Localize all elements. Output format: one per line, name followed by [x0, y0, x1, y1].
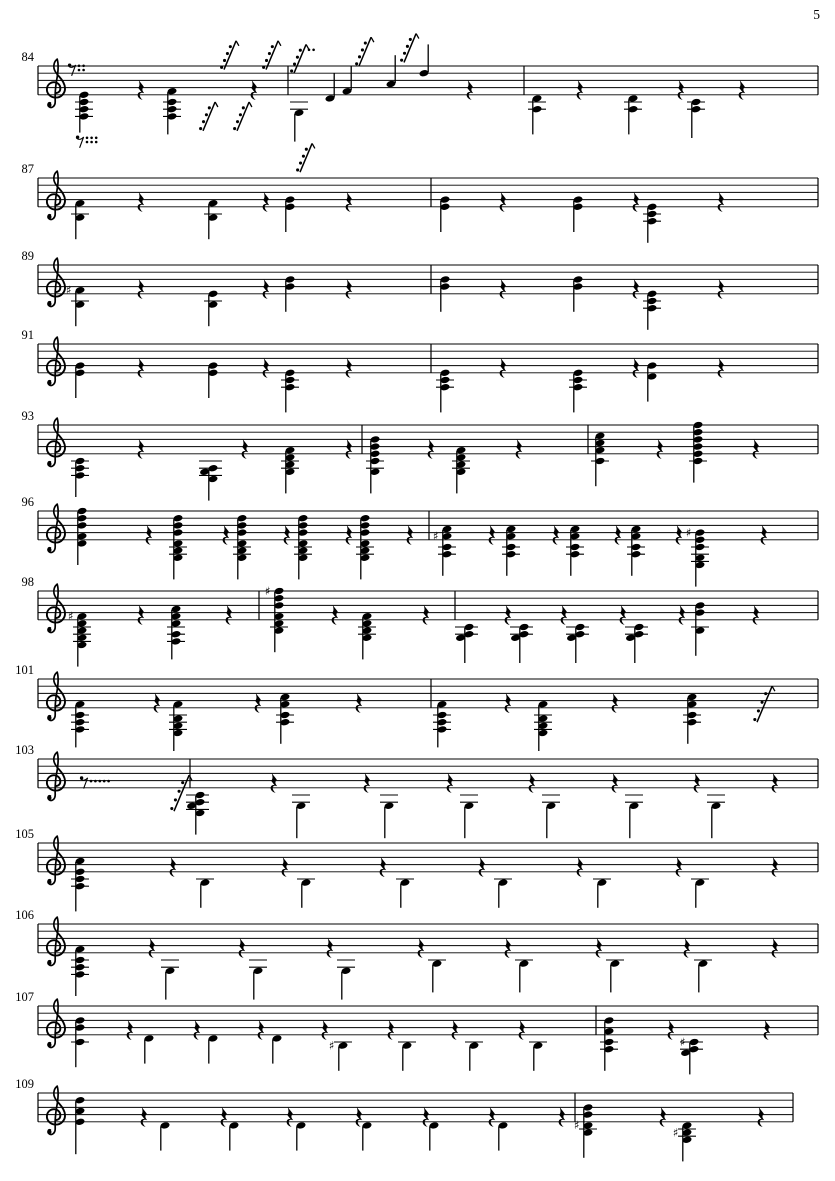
- quarter-rest: [753, 439, 760, 459]
- chord: [75, 1096, 85, 1154]
- sharp-accidental: ♯: [328, 1038, 335, 1053]
- quarter-rest: [255, 693, 262, 713]
- chord: [510, 623, 533, 663]
- quarter-rest: [223, 525, 230, 545]
- chord: [625, 623, 648, 663]
- grace-flourish: [355, 37, 374, 66]
- note: [593, 879, 611, 908]
- chord: [600, 1016, 618, 1070]
- quarter-rest: [364, 773, 371, 793]
- measure-number: 93: [21, 409, 34, 423]
- note: [161, 960, 179, 1000]
- quarter-rest: [418, 938, 425, 958]
- quarter-rest: [221, 1107, 228, 1127]
- quarter-rest: [615, 525, 622, 545]
- sharp-accidental: ♯: [573, 1118, 580, 1133]
- quarter-rest: [346, 358, 353, 378]
- note: [691, 879, 709, 908]
- quarter-rest: [423, 1107, 430, 1127]
- chord: [68, 609, 91, 667]
- chord: [77, 507, 87, 565]
- quarter-rest: [761, 525, 768, 545]
- measure-number: 84: [21, 50, 34, 64]
- chord: [436, 369, 454, 413]
- chord: [71, 1016, 89, 1067]
- grace-flourish: [233, 102, 252, 131]
- rest-dot: [78, 65, 81, 68]
- chord: [686, 525, 709, 586]
- quarter-rest: [500, 358, 507, 378]
- chord: [680, 1035, 703, 1075]
- quarter-rest: [620, 605, 627, 625]
- quarter-rest: [772, 938, 779, 958]
- quarter-rest: [505, 605, 512, 625]
- quarter-rest: [263, 192, 270, 212]
- quarter-rest: [633, 279, 640, 299]
- quarter-rest: [739, 80, 746, 100]
- quarter-rest: [489, 1107, 496, 1127]
- quarter-rest: [423, 605, 430, 625]
- quarter-rest: [479, 857, 486, 877]
- note: [229, 1121, 239, 1150]
- dot-pair: [308, 49, 315, 52]
- chord: [285, 196, 295, 232]
- staff-system-106: [15, 908, 818, 1000]
- quarter-rest: [263, 358, 270, 378]
- staff-system-89: [22, 249, 819, 330]
- quarter-rest: [138, 439, 145, 459]
- rest-dot: [90, 141, 93, 144]
- note: [398, 1042, 416, 1071]
- note: [494, 879, 512, 908]
- staff-system-87: [22, 162, 819, 243]
- quarter-rest: [668, 1020, 675, 1040]
- grace-flourish: [400, 34, 419, 63]
- rest-dot: [90, 137, 93, 140]
- quarter-rest: [516, 439, 523, 459]
- quarter-rest: [141, 1107, 148, 1127]
- note: [272, 1034, 282, 1063]
- chord: [167, 605, 185, 659]
- staff-system-91: [22, 328, 819, 412]
- chord: [71, 457, 89, 497]
- chord: [75, 91, 93, 133]
- quarter-rest: [561, 605, 568, 625]
- quarter-rest: [489, 525, 496, 545]
- quarter-rest: [282, 857, 289, 877]
- rest-dot: [107, 780, 110, 783]
- chord: [358, 612, 376, 659]
- chord: [643, 290, 661, 330]
- chord: [433, 700, 451, 747]
- quarter-rest: [500, 279, 507, 299]
- sharp-accidental: ♯: [432, 529, 439, 543]
- grace-flourish: [290, 44, 309, 73]
- quarter-rest: [146, 525, 153, 545]
- quarter-rest: [154, 693, 161, 713]
- measure-number: 103: [15, 743, 34, 757]
- note: [160, 1121, 170, 1150]
- chord: [643, 203, 661, 243]
- staff-system-98: [22, 575, 819, 667]
- quarter-rest: [505, 938, 512, 958]
- sharp-accidental: ♯: [264, 583, 271, 598]
- page-number: 5: [813, 7, 820, 22]
- measure-number: 98: [21, 575, 34, 589]
- quarter-rest: [138, 80, 145, 100]
- chord: [186, 791, 209, 835]
- eighth-rest: [80, 776, 110, 788]
- note: [362, 1121, 372, 1150]
- note: [196, 879, 214, 908]
- quarter-rest: [753, 605, 760, 625]
- note: [208, 1034, 218, 1063]
- note: [296, 1121, 306, 1150]
- rest-dot: [99, 780, 102, 783]
- note: [144, 1034, 154, 1063]
- grace-flourish: [199, 102, 218, 131]
- quarter-rest: [242, 439, 249, 459]
- measure-number: 107: [15, 990, 34, 1004]
- rest-dot: [86, 137, 89, 140]
- quarter-rest: [596, 938, 603, 958]
- quarter-rest: [718, 358, 725, 378]
- quarter-rest: [138, 279, 145, 299]
- chord: [440, 196, 450, 232]
- quarter-rest: [553, 525, 560, 545]
- chord: [573, 196, 583, 232]
- chord: [169, 514, 187, 579]
- staff-system-101: [15, 663, 818, 751]
- quarter-rest: [660, 1107, 667, 1127]
- note: [606, 960, 624, 993]
- quarter-rest: [676, 525, 683, 545]
- rest-dot: [94, 780, 97, 783]
- quarter-rest: [764, 1020, 771, 1040]
- quarter-rest: [758, 1107, 765, 1127]
- quarter-rest: [676, 857, 683, 877]
- quarter-rest: [138, 358, 145, 378]
- quarter-rest: [287, 1107, 294, 1127]
- note: [460, 795, 478, 838]
- measure-number: 105: [15, 827, 34, 841]
- chord: [528, 94, 546, 134]
- quarter-rest: [226, 605, 233, 625]
- sharp-accidental: ♯: [65, 283, 72, 297]
- quarter-rest: [684, 938, 691, 958]
- quarter-rest: [678, 80, 685, 100]
- note: [465, 1042, 483, 1071]
- sharp-accidental: ♯: [67, 609, 74, 623]
- quarter-rest: [356, 1107, 363, 1127]
- quarter-rest: [271, 773, 278, 793]
- chord: [691, 601, 709, 655]
- quarter-rest: [612, 693, 619, 713]
- quarter-rest: [258, 1020, 265, 1040]
- quarter-rest: [633, 358, 640, 378]
- quarter-rest: [380, 857, 387, 877]
- chord: [204, 199, 222, 239]
- quarter-rest: [559, 1107, 566, 1127]
- quarter-rest: [346, 192, 353, 212]
- note: [429, 1121, 439, 1150]
- chord: [366, 435, 384, 493]
- chord: [356, 514, 374, 579]
- grace-flourish: [220, 41, 239, 70]
- note: [428, 960, 446, 993]
- quarter-rest: [346, 439, 353, 459]
- chord: [71, 700, 89, 747]
- staff-system-109: [15, 1077, 793, 1161]
- quarter-rest: [407, 525, 414, 545]
- chord: [574, 1103, 597, 1157]
- chord: [281, 446, 299, 493]
- measure-number: 106: [15, 908, 34, 922]
- chord: [204, 290, 222, 326]
- note: [292, 795, 310, 838]
- rest-dot: [95, 137, 98, 140]
- quarter-rest: [694, 773, 701, 793]
- quarter-rest: [332, 605, 339, 625]
- quarter-rest: [657, 439, 664, 459]
- measure-number: 87: [21, 162, 34, 176]
- rest-dot: [82, 69, 85, 72]
- quarter-rest: [356, 693, 363, 713]
- grace-flourish: [262, 41, 281, 70]
- quarter-rest: [452, 1020, 459, 1040]
- note: [290, 102, 308, 142]
- measure-number: 109: [15, 1077, 34, 1091]
- chord: [265, 584, 288, 652]
- chord: [66, 283, 89, 326]
- note: [625, 795, 643, 838]
- note: [694, 960, 712, 993]
- quarter-rest: [138, 605, 145, 625]
- staff-system-84: [22, 34, 819, 173]
- note: [396, 879, 414, 908]
- quarter-rest: [251, 80, 258, 100]
- chord: [591, 432, 609, 486]
- note: [297, 879, 315, 908]
- note: [529, 1042, 547, 1071]
- quarter-rest: [428, 439, 435, 459]
- quarter-rest: [612, 773, 619, 793]
- quarter-rest: [447, 773, 454, 793]
- quarter-rest: [633, 192, 640, 212]
- eighth-rest: [68, 63, 85, 75]
- quarter-rest: [772, 773, 779, 793]
- chord: [281, 369, 299, 413]
- chord: [687, 98, 705, 138]
- quarter-rest: [149, 938, 156, 958]
- chord: [566, 623, 589, 663]
- quarter-rest: [327, 938, 334, 958]
- chord: [294, 514, 312, 579]
- note: [329, 1038, 352, 1070]
- note: [515, 960, 533, 993]
- note: [380, 795, 398, 838]
- rest-dot: [103, 780, 106, 783]
- quarter-rest: [500, 192, 507, 212]
- quarter-rest: [529, 773, 536, 793]
- note: [707, 795, 725, 838]
- chord: [624, 94, 642, 134]
- chord: [163, 87, 181, 134]
- sharp-accidental: ♯: [672, 1125, 679, 1140]
- chord: [233, 514, 251, 579]
- rest-dot: [95, 141, 98, 144]
- grace-flourish: [296, 143, 315, 172]
- quarter-rest: [127, 1020, 134, 1040]
- note: [542, 795, 560, 838]
- staff-system-107: [15, 990, 818, 1074]
- quarter-rest: [284, 525, 291, 545]
- note: [337, 960, 355, 1000]
- staff-system-93: [22, 409, 819, 501]
- rest-dot: [90, 780, 93, 783]
- eighth-rest: [76, 136, 98, 148]
- quarter-rest: [239, 938, 246, 958]
- chord: [199, 461, 222, 501]
- chord: [71, 199, 89, 239]
- note: [498, 1121, 508, 1150]
- quarter-rest: [577, 80, 584, 100]
- quarter-rest: [388, 1020, 395, 1040]
- chord: [452, 446, 470, 493]
- chord: [673, 1121, 696, 1161]
- quarter-rest: [194, 1020, 201, 1040]
- quarter-rest: [505, 693, 512, 713]
- rest-dot: [86, 141, 89, 144]
- quarter-rest: [772, 857, 779, 877]
- measure-number: 91: [21, 328, 34, 342]
- chord: [71, 857, 89, 911]
- note: [419, 44, 429, 77]
- measure-number: 101: [15, 663, 34, 677]
- measure-number: 96: [21, 495, 34, 509]
- quarter-rest: [577, 857, 584, 877]
- quarter-rest: [138, 192, 145, 212]
- chord: [647, 362, 657, 402]
- quarter-rest: [467, 80, 474, 100]
- quarter-rest: [519, 1020, 526, 1040]
- quarter-rest: [346, 279, 353, 299]
- rest-dot: [82, 65, 85, 68]
- staff-system-105: [15, 827, 818, 911]
- sharp-accidental: ♯: [685, 525, 692, 540]
- chord: [689, 421, 707, 483]
- quarter-rest: [170, 857, 177, 877]
- staff-system-103: [15, 743, 818, 838]
- quarter-rest: [718, 279, 725, 299]
- quarter-rest: [322, 1020, 329, 1040]
- quarter-rest: [679, 605, 686, 625]
- quarter-rest: [346, 525, 353, 545]
- chord: [208, 362, 218, 398]
- sharp-accidental: ♯: [679, 1034, 686, 1049]
- rest-dot: [78, 69, 81, 72]
- measure-number: 89: [21, 249, 34, 263]
- chord: [455, 623, 478, 663]
- chord: [569, 369, 587, 413]
- quarter-rest: [718, 192, 725, 212]
- grace-flourish: [753, 686, 775, 722]
- staff-system-96: [22, 495, 819, 587]
- note: [249, 960, 267, 1000]
- quarter-rest: [263, 279, 270, 299]
- chord: [75, 362, 85, 398]
- note: [386, 55, 396, 88]
